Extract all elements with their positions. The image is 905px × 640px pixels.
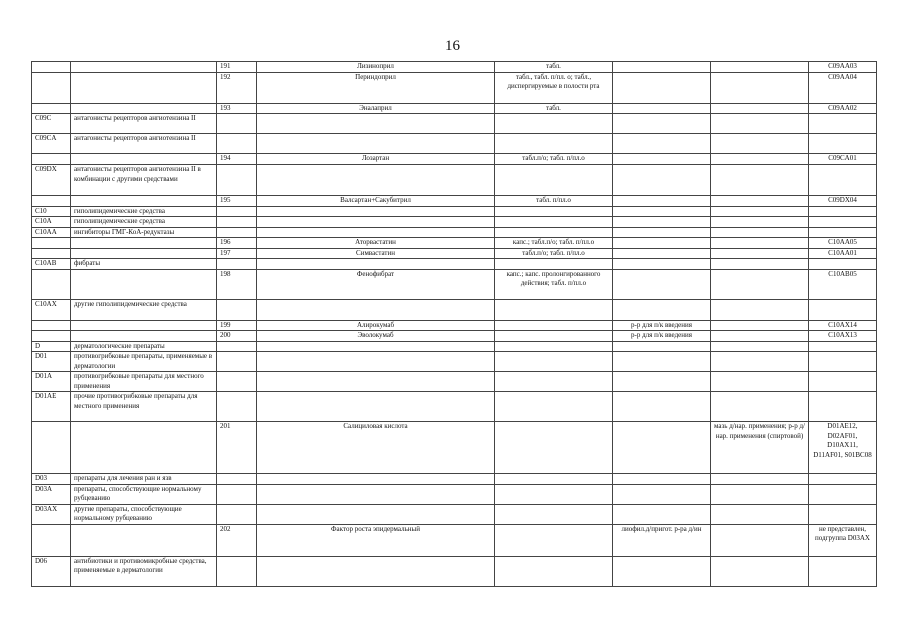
external-form-cell [711, 62, 809, 73]
atx-code-cell: D03A [32, 484, 71, 504]
group-name-cell [71, 248, 217, 259]
dosage-form-cell [495, 331, 613, 342]
atx-code-cell: C09DX [32, 165, 71, 196]
injection-form-cell [613, 341, 711, 352]
atc-code-cell: D01AE12, D02AF01, D10AX11, D11AF01, S01BC08 [809, 422, 877, 474]
external-form-cell [711, 248, 809, 259]
injection-form-cell [613, 114, 711, 134]
row-number-cell: 201 [217, 422, 257, 474]
row-number-cell [217, 299, 257, 320]
group-name-cell: гиполипидемические средства [71, 206, 217, 217]
dosage-form-cell [495, 524, 613, 556]
dosage-form-cell: табл. [495, 62, 613, 73]
external-form-cell [711, 103, 809, 114]
atx-code-cell: D01AE [32, 392, 71, 422]
group-name-cell: противогрибковые препараты для местного применения [71, 372, 217, 392]
dosage-form-cell [495, 372, 613, 392]
injection-form-cell [613, 103, 711, 114]
dosage-form-cell [495, 352, 613, 372]
dosage-form-cell [495, 392, 613, 422]
table-row [32, 484, 877, 504]
atx-code-cell [32, 320, 71, 331]
injection-form-cell [613, 196, 711, 207]
group-name-cell: фибраты [71, 259, 217, 270]
atx-code-cell: D06 [32, 556, 71, 586]
injection-form-cell [613, 259, 711, 270]
table-row [32, 556, 877, 586]
external-form-cell [711, 154, 809, 165]
row-number-cell: 198 [217, 269, 257, 299]
dosage-form-cell [495, 504, 613, 524]
drug-name-cell: Фактор роста эпидермальный [257, 524, 495, 556]
external-form-cell: мазь д/нар. применения; р-р д/нар. применения (спиртовой) [711, 422, 809, 474]
row-number-cell: 199 [217, 320, 257, 331]
atc-code-cell [809, 556, 877, 586]
row-number-cell: 193 [217, 103, 257, 114]
dosage-form-cell [495, 556, 613, 586]
group-name-cell [71, 422, 217, 474]
group-name-cell [71, 320, 217, 331]
table-row [32, 524, 877, 556]
group-name-cell [71, 524, 217, 556]
row-number-cell [217, 372, 257, 392]
row-number-cell [217, 352, 257, 372]
row-number-cell [217, 474, 257, 485]
external-form-cell [711, 196, 809, 207]
external-form-cell [711, 331, 809, 342]
injection-form-cell: р-р для п/к введения [613, 320, 711, 331]
atc-code-cell [809, 299, 877, 320]
drug-name-cell: Валсартан+Сакубитрил [257, 196, 495, 207]
injection-form-cell [613, 72, 711, 103]
injection-form-cell [613, 352, 711, 372]
dosage-form-cell [495, 474, 613, 485]
drug-name-cell [257, 114, 495, 134]
row-number-cell [217, 556, 257, 586]
drug-name-cell [257, 259, 495, 270]
atx-code-cell [32, 238, 71, 249]
external-form-cell [711, 341, 809, 352]
drug-name-cell [257, 341, 495, 352]
atx-code-cell [32, 62, 71, 73]
injection-form-cell [613, 227, 711, 238]
dosage-form-cell [495, 299, 613, 320]
atc-code-cell: C09CA01 [809, 154, 877, 165]
dosage-form-cell [495, 206, 613, 217]
dosage-form-cell [495, 341, 613, 352]
atx-code-cell [32, 103, 71, 114]
injection-form-cell [613, 372, 711, 392]
atc-code-cell [809, 114, 877, 134]
row-number-cell [217, 217, 257, 228]
group-name-cell: препараты, способствующие нормальному рубцеванию [71, 484, 217, 504]
table-row [32, 72, 877, 103]
atc-code-cell: C10AA01 [809, 248, 877, 259]
table-row [32, 238, 877, 249]
atx-code-cell [32, 154, 71, 165]
injection-form-cell [613, 556, 711, 586]
drug-name-cell [257, 206, 495, 217]
table-row [32, 259, 877, 270]
atx-code-cell [32, 422, 71, 474]
table-row [32, 248, 877, 259]
injection-form-cell [613, 62, 711, 73]
atx-code-cell [32, 331, 71, 342]
table-row [32, 269, 877, 299]
injection-form-cell [613, 484, 711, 504]
group-name-cell: гиполипидемические средства [71, 217, 217, 228]
group-name-cell: другие препараты, способствующие нормальному рубцеванию [71, 504, 217, 524]
atc-code-cell: C10AA05 [809, 238, 877, 249]
table-row [32, 227, 877, 238]
table-body [32, 62, 877, 587]
table-row [32, 217, 877, 228]
row-number-cell [217, 504, 257, 524]
drug-name-cell: Аторвастатин [257, 238, 495, 249]
dosage-form-cell: табл. [495, 103, 613, 114]
group-name-cell [71, 196, 217, 207]
atc-code-cell: C10AX13 [809, 331, 877, 342]
drug-name-cell: Эналаприл [257, 103, 495, 114]
group-name-cell: антагонисты рецепторов ангиотензина II [71, 134, 217, 154]
row-number-cell: 194 [217, 154, 257, 165]
table-row [32, 134, 877, 154]
atc-code-cell [809, 165, 877, 196]
external-form-cell [711, 524, 809, 556]
external-form-cell [711, 217, 809, 228]
dosage-form-cell: табл., табл. п/пл. о; табл., диспергируемые в полости рта [495, 72, 613, 103]
drug-name-cell: Лозартан [257, 154, 495, 165]
external-form-cell [711, 474, 809, 485]
group-name-cell: дерматологические препараты [71, 341, 217, 352]
atx-code-cell [32, 72, 71, 103]
atx-code-cell: C10 [32, 206, 71, 217]
atx-code-cell: C09C [32, 114, 71, 134]
group-name-cell: другие гиполипидемические средства [71, 299, 217, 320]
table-row [32, 299, 877, 320]
drug-name-cell [257, 165, 495, 196]
drug-name-cell [257, 504, 495, 524]
group-name-cell: антагонисты рецепторов ангиотензина II в комбинации с другими средствами [71, 165, 217, 196]
table-row [32, 114, 877, 134]
external-form-cell [711, 556, 809, 586]
group-name-cell [71, 103, 217, 114]
dosage-form-cell [495, 217, 613, 228]
group-name-cell: препараты для лечения ран и язв [71, 474, 217, 485]
table-row [32, 103, 877, 114]
dosage-form-cell [495, 134, 613, 154]
drug-name-cell [257, 556, 495, 586]
group-name-cell: ингибиторы ГМГ-КоА-редуктазы [71, 227, 217, 238]
group-name-cell: антагонисты рецепторов ангиотензина II [71, 114, 217, 134]
group-name-cell [71, 238, 217, 249]
atc-code-cell: C10AB05 [809, 269, 877, 299]
injection-form-cell: р-р для п/к введения [613, 331, 711, 342]
dosage-form-cell: капс.; табл.п/о; табл. п/пл.о [495, 238, 613, 249]
drug-name-cell [257, 484, 495, 504]
drug-name-cell: Алирокумаб [257, 320, 495, 331]
drug-name-cell [257, 372, 495, 392]
table-row [32, 341, 877, 352]
page-number: 16 [445, 38, 460, 54]
table-row [32, 392, 877, 422]
injection-form-cell [613, 206, 711, 217]
atc-code-cell [809, 484, 877, 504]
atx-code-cell: C10A [32, 217, 71, 228]
injection-form-cell [613, 238, 711, 249]
drug-name-cell: Фенофибрат [257, 269, 495, 299]
atc-code-cell [809, 259, 877, 270]
atx-code-cell: C10AX [32, 299, 71, 320]
row-number-cell: 191 [217, 62, 257, 73]
row-number-cell [217, 341, 257, 352]
group-name-cell: противогрибковые препараты, применяемые в дерматологии [71, 352, 217, 372]
atx-code-cell [32, 248, 71, 259]
drug-name-cell: Периндоприл [257, 72, 495, 103]
row-number-cell [217, 259, 257, 270]
injection-form-cell [613, 217, 711, 228]
dosage-form-cell: капс.; капс. пролонгированного действия; табл. п/пл.о [495, 269, 613, 299]
injection-form-cell [613, 165, 711, 196]
external-form-cell [711, 269, 809, 299]
group-name-cell [71, 331, 217, 342]
table-row [32, 352, 877, 372]
external-form-cell [711, 259, 809, 270]
dosage-form-cell [495, 484, 613, 504]
group-name-cell: антибиотики и противомикробные средства, применяемые в дерматологии [71, 556, 217, 586]
row-number-cell [217, 134, 257, 154]
external-form-cell [711, 134, 809, 154]
atc-code-cell: C09AA03 [809, 62, 877, 73]
dosage-form-cell: табл. п/пл.о [495, 196, 613, 207]
injection-form-cell [613, 504, 711, 524]
group-name-cell [71, 62, 217, 73]
atx-code-cell: C10AB [32, 259, 71, 270]
table-row [32, 372, 877, 392]
row-number-cell [217, 206, 257, 217]
atx-code-cell: D03AX [32, 504, 71, 524]
drug-name-cell [257, 392, 495, 422]
injection-form-cell [613, 422, 711, 474]
row-number-cell [217, 227, 257, 238]
atx-code-cell: D01A [32, 372, 71, 392]
drug-table [31, 61, 877, 587]
dosage-form-cell [495, 227, 613, 238]
table-row [32, 154, 877, 165]
injection-form-cell [613, 392, 711, 422]
drug-name-cell [257, 227, 495, 238]
row-number-cell [217, 165, 257, 196]
injection-form-cell [613, 154, 711, 165]
atx-code-cell: D03 [32, 474, 71, 485]
table-row [32, 206, 877, 217]
drug-name-cell: Салициловая кислота [257, 422, 495, 474]
row-number-cell [217, 484, 257, 504]
external-form-cell [711, 238, 809, 249]
dosage-form-cell [495, 422, 613, 474]
injection-form-cell [613, 474, 711, 485]
injection-form-cell [613, 134, 711, 154]
group-name-cell [71, 269, 217, 299]
injection-form-cell [613, 248, 711, 259]
injection-form-cell [613, 299, 711, 320]
atx-code-cell [32, 196, 71, 207]
atc-code-cell [809, 504, 877, 524]
atx-code-cell: C09CA [32, 134, 71, 154]
external-form-cell [711, 372, 809, 392]
atc-code-cell [809, 134, 877, 154]
dosage-form-cell [495, 320, 613, 331]
atx-code-cell: D01 [32, 352, 71, 372]
row-number-cell [217, 392, 257, 422]
dosage-form-cell [495, 165, 613, 196]
atc-code-cell [809, 206, 877, 217]
atc-code-cell [809, 474, 877, 485]
row-number-cell: 200 [217, 331, 257, 342]
table-row [32, 165, 877, 196]
table-row [32, 422, 877, 474]
row-number-cell: 197 [217, 248, 257, 259]
group-name-cell [71, 154, 217, 165]
table-row [32, 320, 877, 331]
atc-code-cell [809, 352, 877, 372]
atx-code-cell [32, 269, 71, 299]
table-row [32, 504, 877, 524]
injection-form-cell: лиофил.д/пригот. р-ра д/ин [613, 524, 711, 556]
atc-code-cell: C09DX04 [809, 196, 877, 207]
drug-name-cell [257, 474, 495, 485]
dosage-form-cell [495, 114, 613, 134]
row-number-cell: 195 [217, 196, 257, 207]
table-row [32, 196, 877, 207]
atx-code-cell [32, 524, 71, 556]
dosage-form-cell [495, 259, 613, 270]
external-form-cell [711, 392, 809, 422]
dosage-form-cell: табл.п/о; табл. п/пл.о [495, 248, 613, 259]
drug-name-cell [257, 217, 495, 228]
external-form-cell [711, 114, 809, 134]
atc-code-cell: C09AA04 [809, 72, 877, 103]
external-form-cell [711, 299, 809, 320]
group-name-cell: прочие противогрибковые препараты для местного применения [71, 392, 217, 422]
atc-code-cell [809, 227, 877, 238]
drug-name-cell: Лизиноприл [257, 62, 495, 73]
atc-code-cell: не представлен, подгруппа D03AX [809, 524, 877, 556]
drug-name-cell [257, 352, 495, 372]
drug-name-cell: Эволокумаб [257, 331, 495, 342]
drug-name-cell: Симвастатин [257, 248, 495, 259]
injection-form-cell [613, 269, 711, 299]
row-number-cell: 192 [217, 72, 257, 103]
external-form-cell [711, 352, 809, 372]
table-row [32, 62, 877, 73]
atc-code-cell: C09AA02 [809, 103, 877, 114]
dosage-form-cell: табл.п/о; табл. п/пл.о [495, 154, 613, 165]
external-form-cell [711, 72, 809, 103]
atx-code-cell: D [32, 341, 71, 352]
drug-name-cell [257, 134, 495, 154]
external-form-cell [711, 484, 809, 504]
atc-code-cell [809, 392, 877, 422]
row-number-cell: 196 [217, 238, 257, 249]
external-form-cell [711, 165, 809, 196]
drug-name-cell [257, 299, 495, 320]
table-row [32, 474, 877, 485]
row-number-cell [217, 114, 257, 134]
row-number-cell: 202 [217, 524, 257, 556]
external-form-cell [711, 206, 809, 217]
atx-code-cell: C10AA [32, 227, 71, 238]
atc-code-cell [809, 372, 877, 392]
table-row [32, 331, 877, 342]
external-form-cell [711, 504, 809, 524]
atc-code-cell [809, 217, 877, 228]
external-form-cell [711, 227, 809, 238]
atc-code-cell: C10AX14 [809, 320, 877, 331]
group-name-cell [71, 72, 217, 103]
external-form-cell [711, 320, 809, 331]
atc-code-cell [809, 341, 877, 352]
